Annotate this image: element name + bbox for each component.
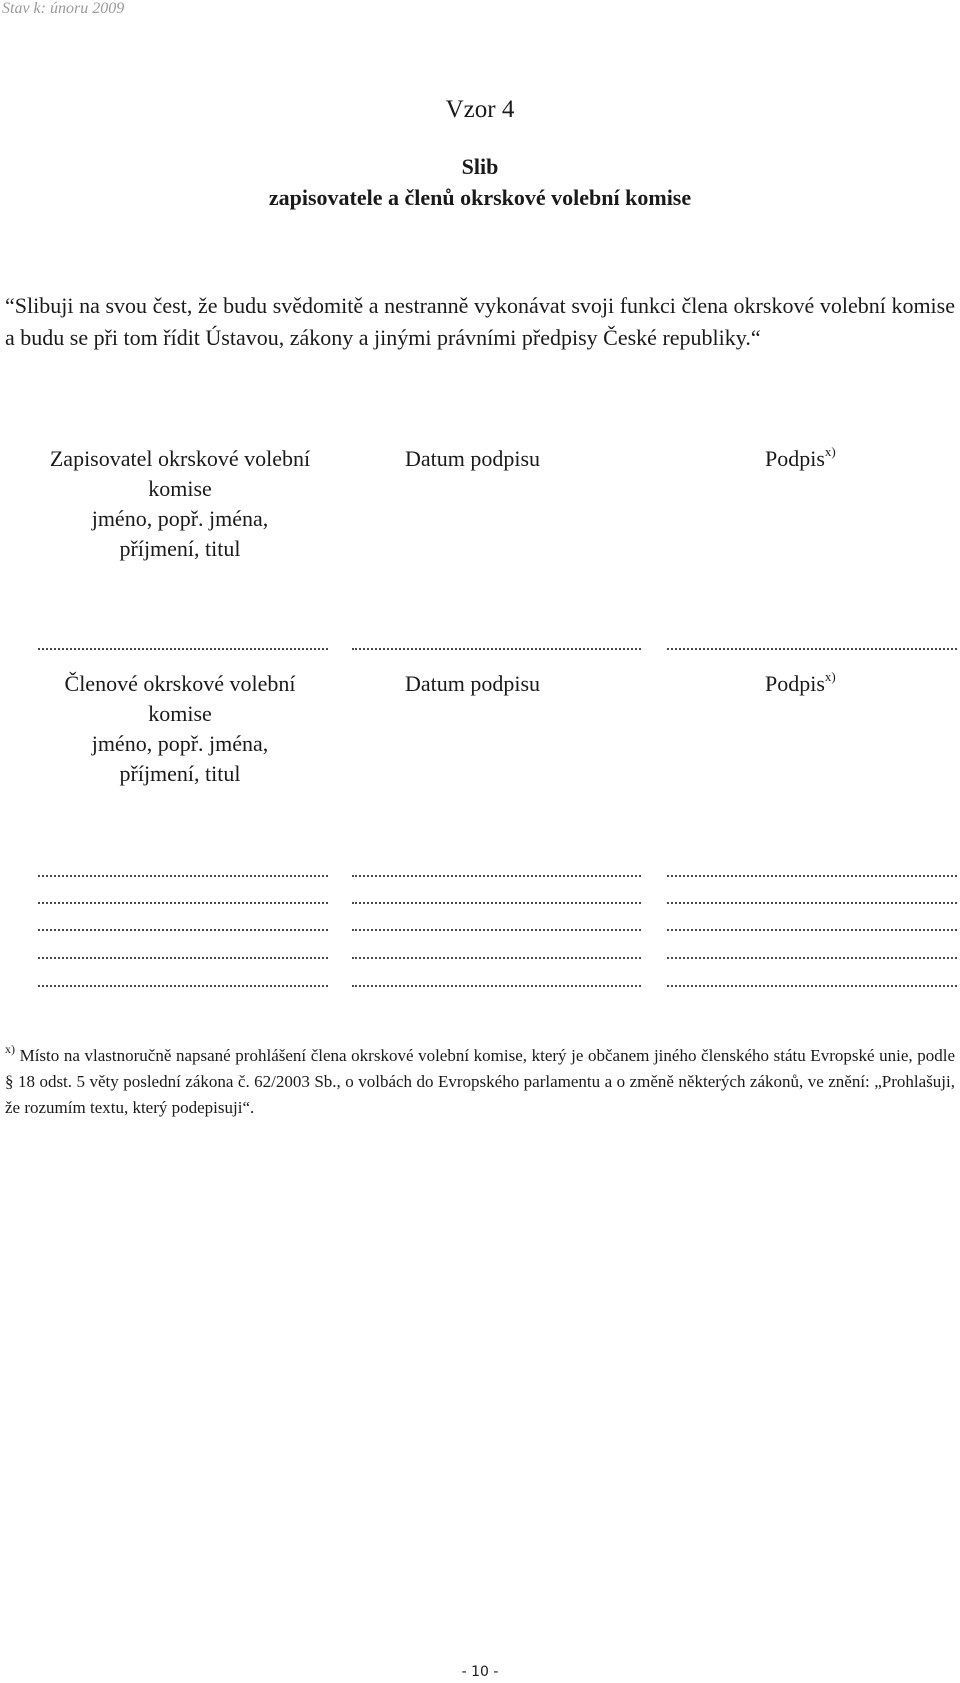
member-date-line[interactable]	[352, 985, 641, 987]
members-header-line: jméno, popř. jména,	[91, 731, 269, 756]
footnote-mark: x)	[824, 669, 836, 684]
members-signature-column-header	[765, 669, 915, 699]
members-name-column-header	[30, 669, 330, 789]
signature-label: Podpis	[765, 671, 825, 696]
document-title: Slib	[461, 154, 499, 179]
member-name-line[interactable]	[38, 929, 328, 931]
member-signature-line[interactable]	[667, 902, 957, 904]
page-number: - 10 -	[461, 1664, 499, 1680]
document-subtitle: zapisovatele a členů okrskové volební komise	[268, 185, 692, 210]
signature-label: Podpis	[765, 446, 825, 471]
member-signature-line[interactable]	[667, 929, 957, 931]
member-date-line[interactable]	[352, 929, 641, 931]
members-header-line: komise	[148, 701, 212, 726]
member-date-line[interactable]	[352, 902, 641, 904]
clerk-date-column-header: Datum podpisu	[405, 446, 541, 471]
member-date-line[interactable]	[352, 875, 641, 877]
footnote	[5, 1043, 955, 1121]
clerk-signature-column-header	[765, 444, 915, 474]
member-date-line[interactable]	[352, 957, 641, 959]
clerk-name-column-header	[30, 444, 330, 564]
members-header-line: příjmení, titul	[119, 761, 241, 786]
member-name-line[interactable]	[38, 957, 328, 959]
clerk-header-line: příjmení, titul	[119, 536, 241, 561]
clerk-header-line: komise	[148, 476, 212, 501]
member-signature-line[interactable]	[667, 875, 957, 877]
form-number: Vzor 4	[445, 96, 515, 123]
members-header-line: Členové okrskové volební	[64, 671, 296, 696]
clerk-name-line[interactable]	[38, 648, 328, 650]
member-name-line[interactable]	[38, 985, 328, 987]
document-status-note: Stav k: únoru 2009	[2, 0, 125, 17]
pledge-text: “Slibuji na svou čest, že budu svědomitě a nestranně vykonávat svoji funkci člena okrskové volební komise a budu se při tom řídit Ústavou, zákony a jinými právními předpisy České republiky.“	[5, 293, 955, 350]
clerk-signature-line[interactable]	[667, 648, 957, 650]
clerk-date-line[interactable]	[352, 648, 641, 650]
member-name-line[interactable]	[38, 875, 328, 877]
member-signature-line[interactable]	[667, 985, 957, 987]
footnote-text: Místo na vlastnoručně napsané prohlášení člena okrskové volební komise, který je občanem jiného členského státu Evropské unie, podle § 18 odst. 5 věty poslední zákona č. 62/2003 Sb., o volbách do Evropského parlamentu a o změně některých zákonů, ve znění: „Prohlašuji, že rozumím textu, který podepisuji“.	[5, 1046, 955, 1117]
footnote-mark: x)	[824, 444, 836, 459]
member-name-line[interactable]	[38, 902, 328, 904]
clerk-header-line: Zapisovatel okrskové volební	[49, 446, 311, 471]
members-date-column-header: Datum podpisu	[405, 671, 541, 696]
member-signature-line[interactable]	[667, 957, 957, 959]
clerk-header-line: jméno, popř. jména,	[91, 506, 269, 531]
footnote-mark: x)	[5, 1042, 15, 1056]
